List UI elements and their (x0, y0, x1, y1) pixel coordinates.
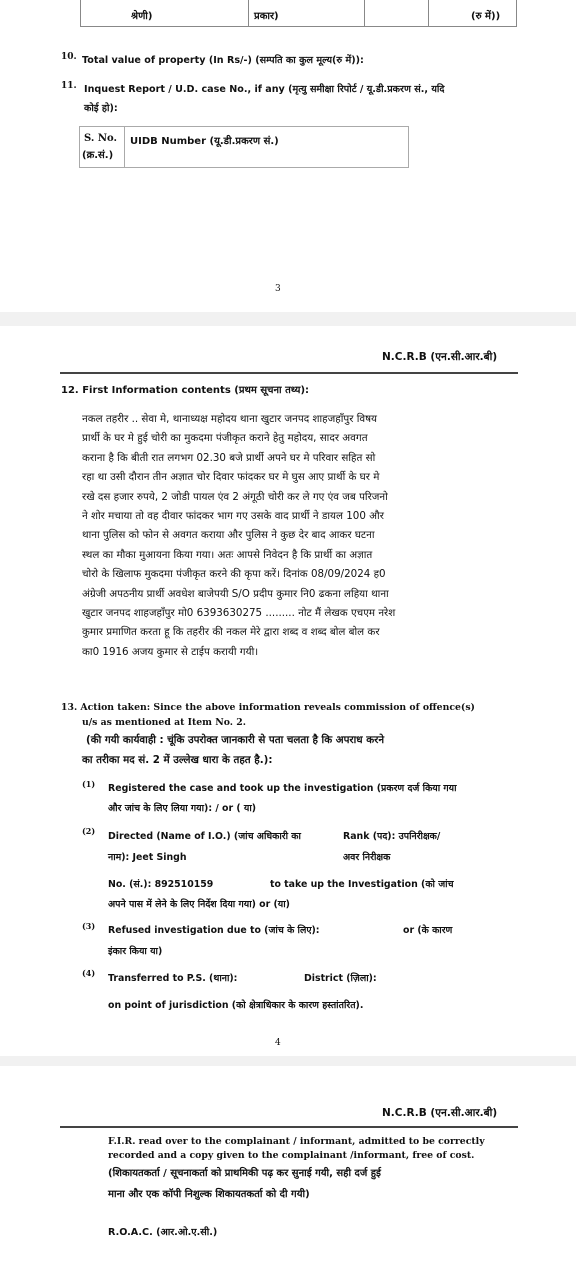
document-page-4 (0, 326, 576, 1056)
fir-readover-hindi2: माना और एक कॉपी निशुल्क शिकायतकर्ता को दी गयी) (108, 1189, 310, 1200)
sub-3-line1: Refused investigation due to (जांच के लिए): (108, 925, 320, 936)
item-10-number: 10. (61, 52, 77, 62)
sub-2-directed: Directed (Name of I.O.) (जांच अधिकारी का (108, 831, 301, 842)
item-11-number: 11. (61, 81, 77, 91)
item-11-line1: Inquest Report / U.D. case No., if any (मृत्यु समीक्षा रिपोर्ट / यू.डी.प्रकरण सं., यदि (84, 84, 445, 95)
sub-4-number: (4) (82, 968, 96, 978)
fir-line: थाना पुलिस को फोन से अवगत कराया और पुलिस ने कुछ देर बाद आकर घटना (82, 529, 375, 542)
sub-1-number: (1) (82, 779, 96, 789)
sno-label-hindi: (क्र.सं.) (82, 150, 114, 161)
fir-line: कुमार प्रमाणित करता हू कि तहरीर की नकल मेरे द्वारा शब्द व शब्द बोल बोल कर (82, 626, 380, 639)
fir-line: रहा था उसी दौरान तीन अज्ञात चोर दिवार फांदकर घर मे घुस आए प्रार्थी के घर मे (82, 471, 380, 484)
sub-4-district: District (ज़िला): (304, 973, 377, 984)
document-page-5 (0, 1066, 576, 1280)
sub-3-or: or (के कारण (403, 925, 453, 936)
sub-2-number: (2) (82, 826, 96, 836)
table-header-type: प्रकार) (254, 11, 279, 22)
item-10-text: Total value of property (In Rs/-) (सम्पति का कुल मूल्य(रु में)): (82, 55, 364, 66)
fir-line: का0 1916 अजय कुमार से टाईप करायी गयी। (82, 645, 259, 658)
item-12-title: 12. First Information contents (प्रथम सूचना तथ्य): (61, 385, 310, 396)
header-rule (60, 372, 518, 374)
fir-line: खुटार जनपद शाहजहाँपुर मो0 6393630275 ......... नोट मैं लेखक एचएम नरेश (82, 607, 396, 620)
sno-label: S. No. (84, 133, 117, 144)
item-13-line1: 13. Action taken: Since the above information reveals commission of offence(s) (61, 702, 475, 713)
page-number: 4 (275, 1038, 281, 1048)
item-13-hindi-line2: का तरीका मद सं. 2 में उल्लेख धारा के तहत है.): (82, 754, 273, 766)
uidb-number-label: UIDB Number (यू.डी.प्रकरण सं.) (130, 136, 279, 147)
fir-line: प्रार्थी के घर मे हुई चोरी का मुकदमा पंजीकृत कराने हेतु महोदय, सादर अवगत (82, 432, 368, 445)
fir-line: कराना है कि बीती रात लगभग 02.30 बजे प्रार्थी अपने घर मे परिवार सहित सो (82, 451, 376, 464)
fir-line: ने शोर मचाया तो वह दीवार फांदकर भाग गए उसके वाद प्रार्थी ने डायल 100 और (82, 510, 384, 523)
sub-1-line2: और जांच के लिए लिया गया): / or ( या) (108, 803, 257, 814)
page-number: 3 (275, 284, 281, 294)
fir-contents-paragraph (82, 410, 507, 662)
sub-3-number: (3) (82, 921, 96, 931)
fir-readover-line2: recorded and a copy given to the complainant /informant, free of cost. (108, 1150, 475, 1161)
ncrb-header: N.C.R.B (एन.सी.आर.बी) (382, 1107, 498, 1119)
fir-line: चोरो के खिलाफ मुकदमा पंजीकृत करने की कृपा करें। दिनांक 08/09/2024 ह0 (82, 568, 386, 581)
property-table-header (80, 0, 517, 27)
table-header-value: (रु में)) (471, 11, 501, 22)
fir-readover-hindi1: (शिकायतकर्ता / सूचनाकर्ता को प्राथमिकी पढ़ कर सुनाई गयी, सही दर्ज हुई (108, 1168, 381, 1179)
document-page-3 (0, 0, 576, 312)
sub-2-line3: अपने पास में लेने के लिए निर्देश दिया गया) or (या) (108, 899, 290, 910)
uidb-table (79, 126, 409, 168)
sub-4-jurisdiction: on point of jurisdiction (को क्षेत्राधिकार के कारण हस्तांतरित). (108, 1000, 364, 1011)
item-11-line2: कोई हो): (84, 103, 118, 114)
sub-2-number-line: No. (सं.): 892510159 (108, 879, 214, 890)
sub-4-transferred: Transferred to P.S. (थाना): (108, 973, 238, 984)
ncrb-header: N.C.R.B (एन.सी.आर.बी) (382, 351, 498, 363)
table-header-category: श्रेणी) (131, 11, 153, 22)
roac-label: R.O.A.C. (आर.ओ.ए.सी.) (108, 1227, 218, 1238)
sub-2-io-name: नाम): Jeet Singh (108, 852, 187, 863)
sub-2-take-up: to take up the Investigation (को जांच (270, 879, 454, 890)
fir-line: रखे दस हजार रुपये, 2 जोडी पायल एंव 2 अंगूठी चोरी कर ले गए एंव जब परिजनो (82, 490, 388, 503)
sub-1-line1: Registered the case and took up the investigation (प्रकरण दर्ज किया गया (108, 783, 457, 794)
sub-2-rank: Rank (पद): उपनिरीक्षक/ (343, 831, 441, 842)
item-13-hindi-line1: (की गयी कार्यवाही : चूंकि उपरोक्त जानकारी से पता चलता है कि अपराध करने (86, 734, 385, 746)
fir-readover-line1: F.I.R. read over to the complainant / informant, admitted to be correctly (108, 1136, 485, 1147)
fir-line: स्थल का मौका मुआयना किया गया। अतः आपसे निवेदन है कि प्रार्थी का अज्ञात (82, 548, 373, 561)
sub-3-line2: इंकार किया या) (108, 946, 163, 957)
sub-2-rank-line2: अवर निरीक्षक (343, 852, 391, 863)
item-13-line2: u/s as mentioned at Item No. 2. (82, 717, 246, 728)
fir-line: नकल तहरीर .. सेवा मे, थानाध्यक्ष महोदय थाना खुटार जनपद शाहजहाँपुर विषय (82, 413, 378, 425)
fir-line: अंग्रेजी अपठनीय प्रार्थी अवधेश बाजेपयी S/O प्रदीप कुमार नि0 ढकना लहिया थाना (82, 587, 389, 600)
header-rule (60, 1126, 518, 1128)
